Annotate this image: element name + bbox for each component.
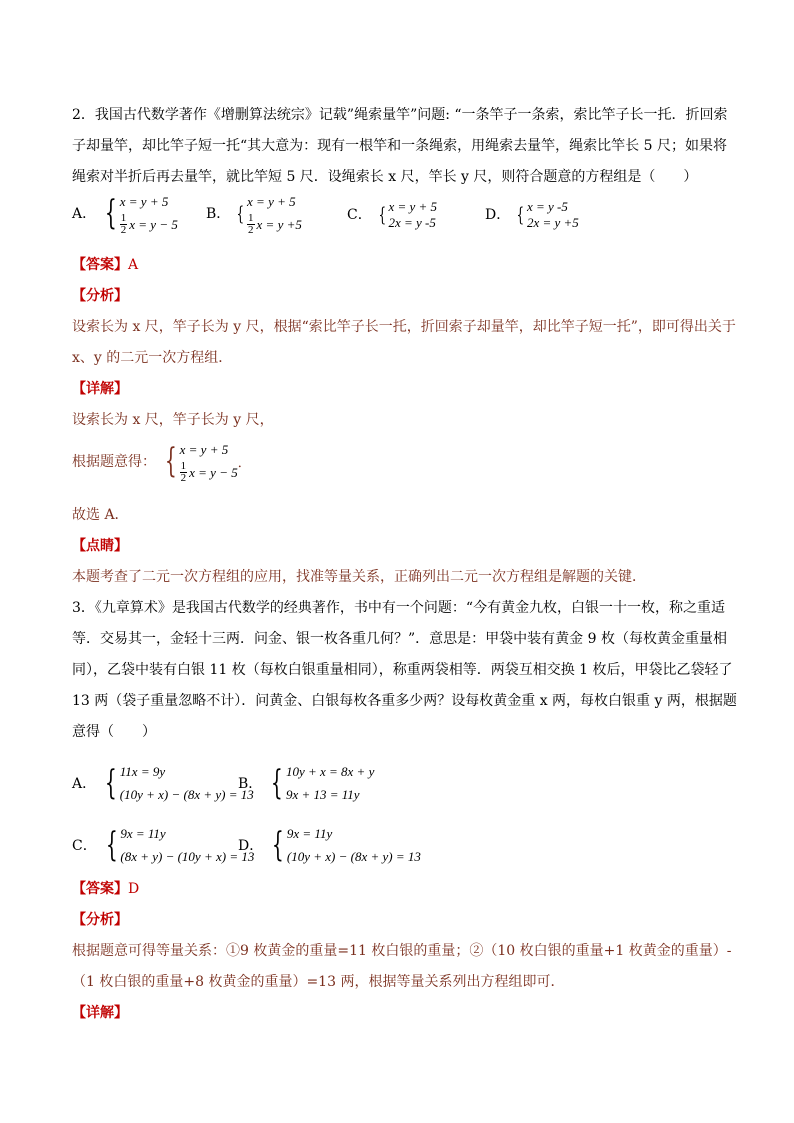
answer-line (72, 874, 722, 905)
left-brace: { (271, 763, 284, 803)
q3-stem-line: 13 两（袋子重量忽略不计）．问黄金、白银每枚各重多少两？设每枚黄金重 x 两，每枚白银重 y 两，根据题 (72, 693, 737, 709)
left-brace: { (236, 201, 245, 225)
q2-option-c[interactable] (347, 198, 437, 230)
comment-label: 【点睛】 (72, 538, 128, 554)
q2-option-a[interactable] (72, 190, 178, 236)
comment-line: 本题考查了二元一次方程组的应用，找准等量关系，正确列出二元一次方程组是解题的关键． (72, 569, 646, 585)
equation: 10y + x = 8x + y (285, 764, 375, 779)
equation: (10y + x) − (8x + y) = 13 (119, 787, 254, 802)
q3-option-a[interactable] (72, 760, 254, 806)
analysis-label: 【分析】 (72, 912, 128, 928)
left-brace: { (105, 825, 118, 865)
equation-system (120, 822, 254, 868)
equation (180, 461, 238, 484)
choose-line: 故选 A． (72, 507, 129, 523)
equation-system (527, 198, 579, 230)
equation: (10y + x) − (8x + y) = 13 (286, 849, 421, 864)
equation-system (247, 190, 302, 236)
answer-line (72, 250, 722, 281)
q2-conclusion (72, 500, 722, 593)
option-label: C． (72, 838, 97, 854)
analysis-line: （1 枚白银的重量+8 枚黄金的重量）=13 两，根据等量关系列出方程组即可． (72, 974, 565, 990)
answer-label: 【答案】 (72, 257, 128, 273)
left-brace: { (378, 202, 386, 226)
analysis-line: 设索长为 x 尺，竿子长为 y 尺，根据“索比竿子长一托，折回索子却量竿，却比竿子短一托”，即可得出关于 (72, 319, 736, 335)
equation: (8x + y) − (10y + x) = 13 (120, 849, 255, 864)
q3-option-b[interactable] (238, 760, 374, 806)
equation: x = y -5 (526, 198, 568, 214)
equation-system (120, 760, 254, 806)
fraction: $\frac{1}{2}$ (120, 212, 127, 236)
left-brace: { (104, 763, 117, 803)
equation-system (180, 438, 238, 484)
detail-label: 【详解】 (72, 381, 128, 397)
equation: 9x = 11y (286, 826, 333, 841)
left-brace: { (104, 193, 117, 233)
option-label: D． (238, 838, 264, 854)
option-label: C． (347, 207, 372, 223)
detail-prefix: 根据题意得： (72, 454, 156, 470)
q3-stem (72, 593, 737, 748)
equation: x = y + 5 (119, 194, 169, 209)
fraction: $\frac{1}{2}$ (248, 212, 254, 236)
equation (120, 213, 178, 236)
equation: 9x + 13 = 11y (285, 787, 360, 802)
equation: 11x = 9y (119, 764, 166, 779)
answer-value: D (128, 881, 140, 897)
q2-solution (72, 250, 736, 436)
option-label: B． (206, 206, 231, 222)
q3-stem-line: 意得（ ） (72, 724, 156, 740)
option-label: A． (72, 776, 97, 792)
fraction: $\frac{1}{2}$ (180, 460, 187, 484)
analysis-label: 【分析】 (72, 288, 128, 304)
q3-solution (72, 874, 732, 1029)
equation-system (120, 190, 178, 236)
q2-stem-line: 绳索对半折后再去量竿，就比竿短 5 尺．设绳索长 x 尺，竿长 y 尺，则符合题意的方程组是（ ） (72, 169, 698, 185)
option-label: A． (72, 206, 97, 222)
q2-stem-line: 2．我国古代数学著作《增删算法统宗》记载”绳索量竿”问题: “一条竿子一条索，索比竿子长一托．折回索 (72, 107, 728, 123)
equation (247, 213, 302, 236)
detail-line: 设索长为 x 尺，竿子长为 y 尺， (72, 412, 274, 428)
q3-stem-line: 同），乙袋中装有白银 11 枚（每枚白银重量相同），称重两袋相等．两袋互相交换 1 枚后，甲袋比乙袋轻了 (72, 662, 733, 678)
detail-suffix: ． (237, 455, 251, 471)
option-label: D． (485, 207, 511, 223)
q2-stem-line: 子却量竿，却比竿子短一托“其大意为：现有一根竿和一条绳索，用绳索去量竿，绳索比竿长 5 尺；如果将 (72, 138, 727, 154)
equation: x = y + 5 (247, 194, 296, 209)
equation-rhs: x = y +5 (256, 217, 302, 232)
q3-stem-line: 等．交易其一，金轻十三两．问金、银一枚各重几何？”．意思是：甲袋中装有黄金 9 枚（每枚黄金重量相 (72, 631, 727, 647)
equation: 2x = y -5 (388, 214, 436, 230)
equation: x = y + 5 (179, 442, 229, 457)
equation-rhs: x = y − 5 (129, 217, 178, 232)
equation: 2x = y +5 (526, 214, 579, 230)
answer-value: A (128, 257, 139, 273)
equation-system (388, 198, 437, 230)
analysis-line: x、y 的二元一次方程组． (72, 350, 233, 366)
left-brace: { (164, 441, 177, 481)
detail-label: 【详解】 (72, 1005, 128, 1021)
equation: x = y + 5 (388, 198, 438, 214)
answer-label: 【答案】 (72, 881, 128, 897)
analysis-line: 根据题意可得等量关系：①9 枚黄金的重量=11 枚白银的重量；②（10 枚白银的重量+1 枚黄金的重量）- (72, 943, 732, 959)
q2-option-b[interactable] (206, 190, 302, 236)
left-brace: { (516, 202, 525, 226)
q3-option-c[interactable] (72, 822, 254, 868)
equation-system (286, 760, 374, 806)
left-brace: { (272, 825, 285, 865)
q2-detail-system (72, 438, 251, 484)
q2-stem (72, 100, 728, 193)
equation-rhs: x = y − 5 (189, 465, 238, 480)
q3-option-d[interactable] (238, 822, 421, 868)
option-label: B． (238, 776, 263, 792)
equation-system (287, 822, 421, 868)
q3-stem-line: 3．《九章算术》是我国古代数学的经典著作，书中有一个问题：“今有黄金九枚，白银一十一枚，称之重适 (72, 600, 726, 616)
q2-option-d[interactable] (485, 198, 579, 230)
equation: 9x = 11y (120, 826, 166, 841)
